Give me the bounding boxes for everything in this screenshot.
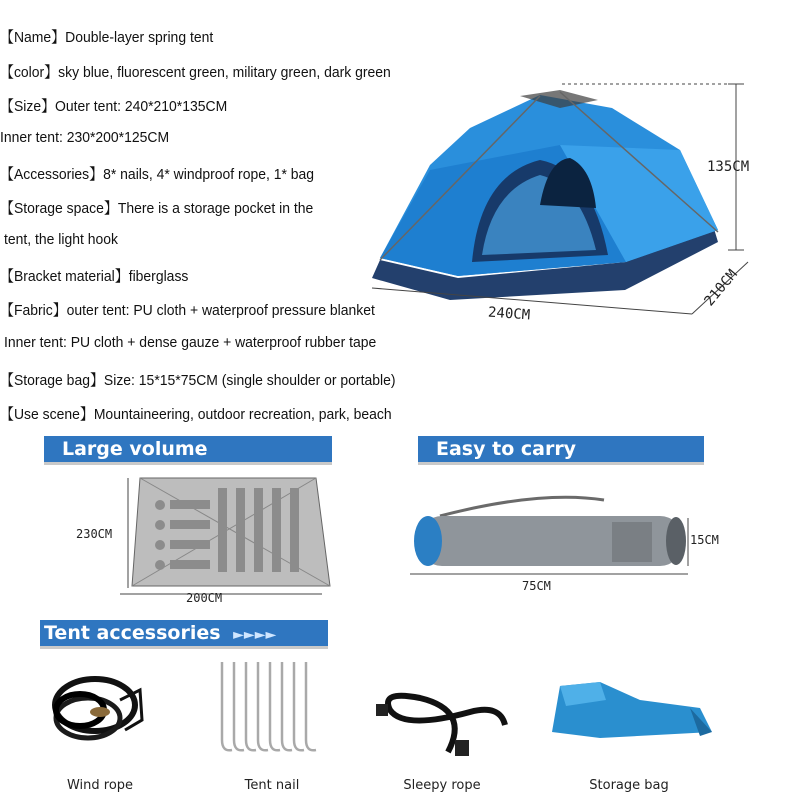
accessory-label-storage-bag: Storage bag xyxy=(589,778,669,793)
spec-storage-space-cont: tent, the light hook xyxy=(4,231,119,248)
spec-bracket: 【Bracket material】fiberglass xyxy=(0,268,189,285)
spec-fabric-inner: Inner tent: PU cloth + dense gauze + waterproof rubber tape xyxy=(4,334,377,351)
banner-easy-to-carry: Easy to carry xyxy=(418,436,704,462)
bag-diameter-label: 15CM xyxy=(690,533,719,547)
accessory-label-sleepy-rope: Sleepy rope xyxy=(403,778,481,793)
tent-height-label: 135CM xyxy=(707,159,750,175)
spec-storage-space: 【Storage space】There is a storage pocket in the xyxy=(0,200,314,217)
accessory-label-wind-rope: Wind rope xyxy=(66,778,134,793)
spec-color: 【color】sky blue, fluorescent green, military green, dark green xyxy=(0,64,391,81)
wind-rope-icon xyxy=(55,679,142,738)
bag-length-label: 75CM xyxy=(522,579,551,593)
floor-width-label: 200CM xyxy=(186,591,223,605)
spec-accessories: 【Accessories】8* nails, 4* windproof rope, 1* bag xyxy=(0,166,315,183)
spec-size: 【Size】Outer tent: 240*210*135CM xyxy=(0,98,228,115)
tent-depth-label: 210CM xyxy=(701,266,741,310)
tent-nail-icon xyxy=(222,662,316,750)
tent-width-label: 240CM xyxy=(487,304,531,324)
sleepy-rope-icon xyxy=(376,696,505,756)
spec-inner-size: Inner tent: 230*200*125CM xyxy=(0,129,170,146)
spec-storage-bag: 【Storage bag】Size: 15*15*75CM (single shoulder or portable) xyxy=(0,372,396,389)
spec-use-scene: 【Use scene】Mountaineering, outdoor recreation, park, beach xyxy=(0,406,392,423)
spec-fabric: 【Fabric】outer tent: PU cloth + waterproof pressure blanket xyxy=(0,302,375,319)
banner-tent-accessories: Tent accessories ►►►► xyxy=(40,620,328,646)
storage-bag-icon xyxy=(552,682,712,738)
spec-name: 【Name】Double-layer spring tent xyxy=(0,29,214,46)
accessory-label-tent-nail: Tent nail xyxy=(244,778,300,793)
banner-large-volume: Large volume xyxy=(44,436,332,462)
floor-height-label: 230CM xyxy=(76,527,113,541)
